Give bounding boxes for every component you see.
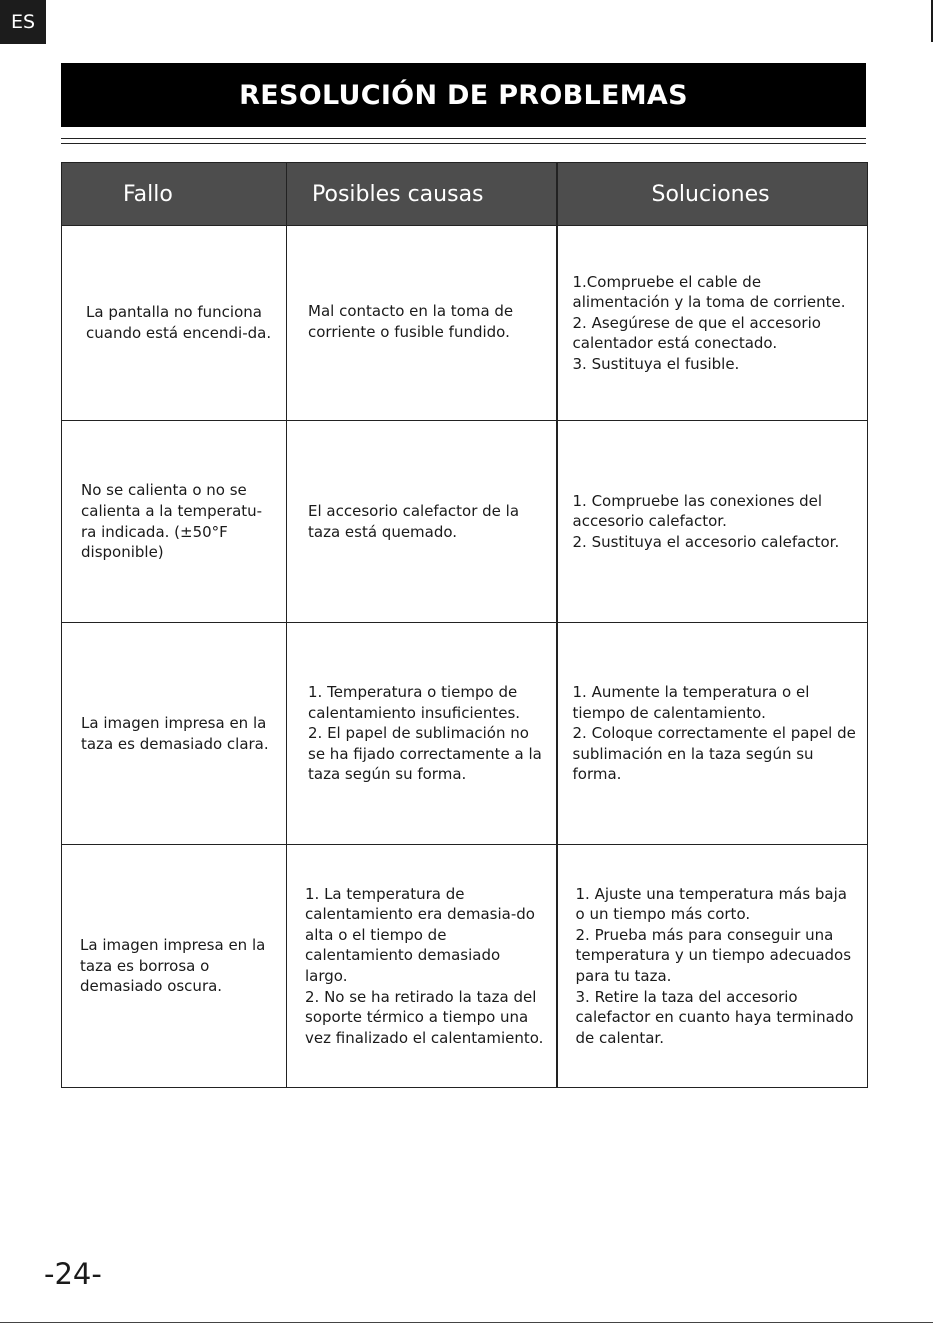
solution-cell: 1. Aumente la temperatura o el tiempo de calentamiento. 2. Coloque correctamente el papel de sublimación en la taza según su forma. [557,623,868,845]
table-header-row [62,163,868,226]
divider-rule-bottom [61,143,866,144]
header-solutions: Soluciones [557,163,868,226]
header-causes: Posibles causas [287,163,557,226]
header-fault: Fallo [62,163,287,226]
table-row [62,226,868,421]
fault-cell: La imagen impresa en la taza es borrosa o demasiado oscura. [62,845,287,1088]
fault-cell: La pantalla no funciona cuando está encendi-da. [62,226,287,421]
solution-cell: 1. Ajuste una temperatura más baja o un tiempo más corto. 2. Prueba más para conseguir una temperatura y un tiempo adecuados para tu taza. 3. Retire la taza del accesorio calefactor en cuanto haya terminado de calentar. [557,845,868,1088]
cause-cell: 1. Temperatura o tiempo de calentamiento insuficientes. 2. El papel de sublimación no se ha fijado correctamente a la taza según su forma. [287,623,557,845]
cause-cell: El accesorio calefactor de la taza está quemado. [287,421,557,623]
page-number: -24- [44,1257,102,1291]
table-row [62,845,868,1088]
solution-cell: 1. Compruebe las conexiones del accesorio calefactor. 2. Sustituya el accesorio calefactor. [557,421,868,623]
table-row [62,623,868,845]
troubleshooting-table [61,162,868,1088]
fault-cell: La imagen impresa en la taza es demasiado clara. [62,623,287,845]
fault-cell: No se calienta o no se calienta a la temperatu-ra indicada. (±50°F disponible) [62,421,287,623]
cause-cell: 1. La temperatura de calentamiento era demasia-do alta o el tiempo de calentamiento demasiado largo. 2. No se ha retirado la taza del soporte térmico a tiempo una vez finalizado el calentamiento. [287,845,557,1088]
solution-cell: 1.Compruebe el cable de alimentación y la toma de corriente. 2. Asegúrese de que el accesorio calentador está conectado. 3. Sustituya el fusible. [557,226,868,421]
divider-rule-top [61,138,866,139]
cause-cell: Mal contacto en la toma de corriente o fusible fundido. [287,226,557,421]
language-tab: ES [0,0,46,44]
table-row [62,421,868,623]
page-title: RESOLUCIÓN DE PROBLEMAS [61,63,866,127]
bottom-rule [0,1322,933,1323]
